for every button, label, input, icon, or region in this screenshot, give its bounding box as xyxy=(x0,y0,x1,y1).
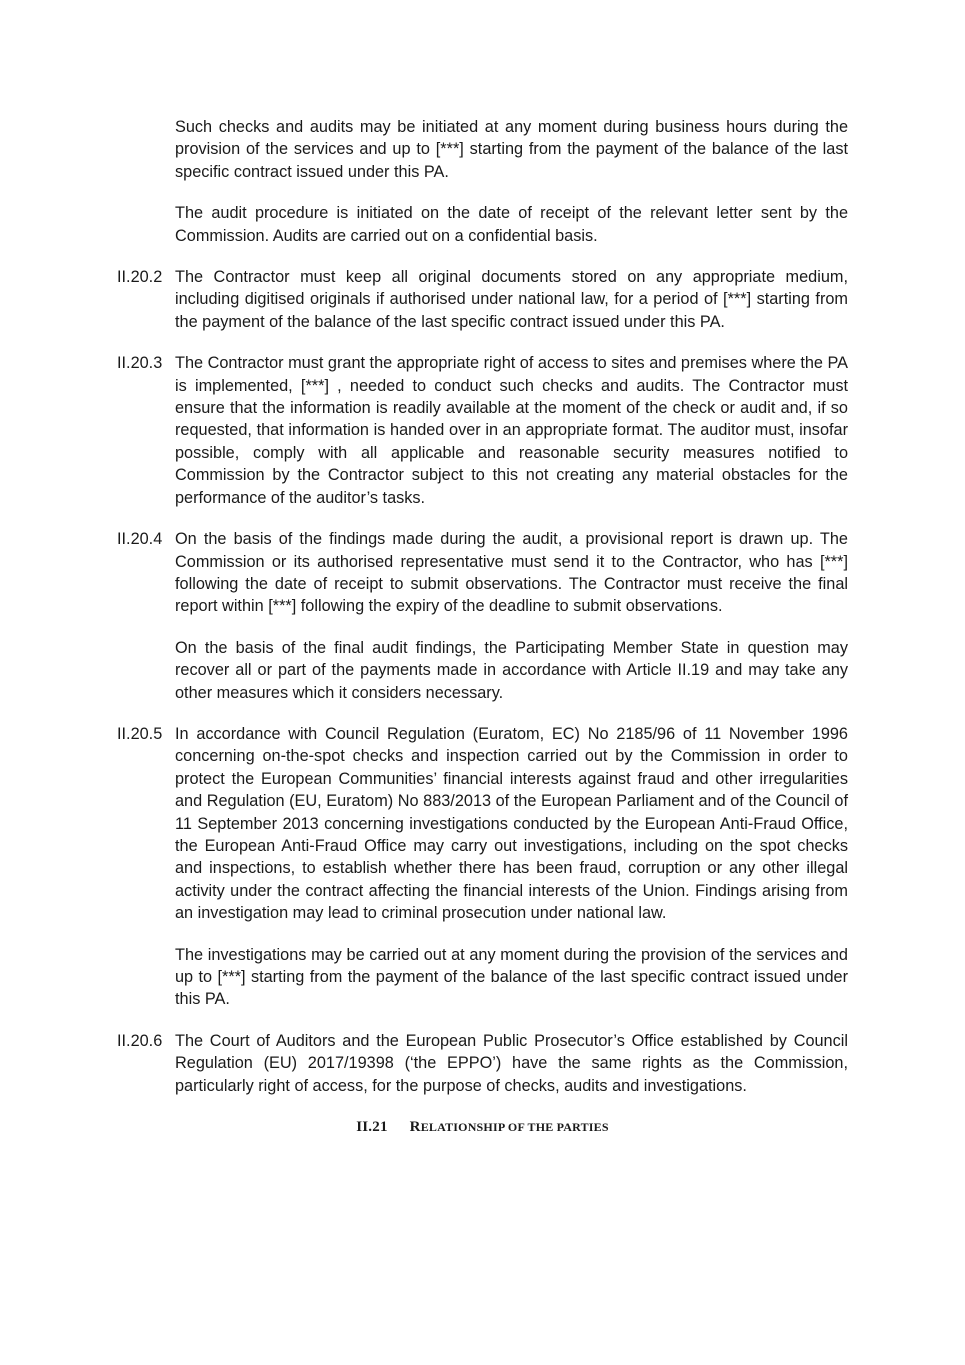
clause-ii-20-4 xyxy=(0,528,965,704)
clause-text: In accordance with Council Regulation (Euratom, EC) No 2185/96 of 11 November 1996 concerning on-the-spot checks and inspection carried out by the Commission in order to protect the European Communities’ financial interests against fraud and other irregularities and Regulation (EU, Euratom) No 883/2013 of the European Parliament and of the Council of 11 September 2013 concerning investigations conducted by the European Anti-Fraud Office, the European Anti-Fraud Office may carry out investigations, including on the spot checks and inspections, to establish whether there has been fraud, corruption or any other illegal activity under the contract affecting the financial interests of the Union. Findings arising from an investigation may lead to criminal prosecution under national law. xyxy=(175,724,848,923)
document-page xyxy=(0,116,965,1138)
clause-text: The Contractor must grant the appropriate right of access to sites and premises where the PA is implemented, [***] , needed to conduct such checks and audits. The Contractor must ensure that the information is readily available at the moment of the check or audit and, if so requested, that information is handed over in an appropriate format. The auditor must, insofar possible, comply with all applicable and reasonable security measures notified to Commission by the Contractor subject to this not creating any material obstacles for the performance of the auditor’s tasks. xyxy=(175,354,848,507)
clause-ii-20-3 xyxy=(0,352,965,509)
clause-number: II.20.3 xyxy=(117,354,163,373)
section-title-rest: ELATIONSHIP OF THE PARTIES xyxy=(420,1120,609,1135)
clause-ii-20-5 xyxy=(0,723,965,1011)
clause-subparagraph: On the basis of the final audit findings, the Participating Member State in question may recover all or part of the payments made in accordance with Article II.19 and may take any other measures which it considers necessary. xyxy=(175,638,848,702)
clause-text: The Court of Auditors and the European Public Prosecutor’s Office established by Council Regulation (EU) 2017/19398 (‘the EPPO’) have the same rights as the Commission, particularly right of access, for the purpose of checks, audits and investigations. xyxy=(175,1031,848,1095)
clause-ii-20-2 xyxy=(0,266,965,333)
clause-number: II.20.2 xyxy=(117,268,163,287)
section-heading xyxy=(0,1116,965,1138)
clause-ii-20-6 xyxy=(0,1030,965,1097)
intro-paragraph-1: Such checks and audits may be initiated at any moment during business hours during the provision of the services and up to [***] starting from the payment of the balance of the last specific contract issued under this PA. xyxy=(175,118,848,181)
section-title-initial: R xyxy=(409,1119,421,1136)
clause-text: The Contractor must keep all original documents stored on any appropriate medium, including digitised originals if authorised under national law, for a period of [***] starting from the payment of the balance of the last specific contract issued under this PA. xyxy=(175,268,848,331)
clause-number: II.20.6 xyxy=(117,1031,163,1050)
intro-paragraph-2: The audit procedure is initiated on the date of receipt of the relevant letter sent by the Commission. Audits are carried out on a confidential basis. xyxy=(175,204,848,245)
clause-text: On the basis of the findings made during the audit, a provisional report is drawn up. The Commission or its authorised representative must send it to the Contractor, who has [***] following the date of receipt to submit observations. The Contractor must receive the final report within [***] following the expiry of the deadline to submit observations. xyxy=(175,530,848,616)
section-number: II.21 xyxy=(356,1119,388,1136)
clause-number: II.20.5 xyxy=(117,724,163,743)
clause-number: II.20.4 xyxy=(117,530,163,549)
clause-subparagraph: The investigations may be carried out at any moment during the provision of the services and up to [***] starting from the payment of the balance of the last specific contract issued under this PA. xyxy=(175,945,848,1009)
